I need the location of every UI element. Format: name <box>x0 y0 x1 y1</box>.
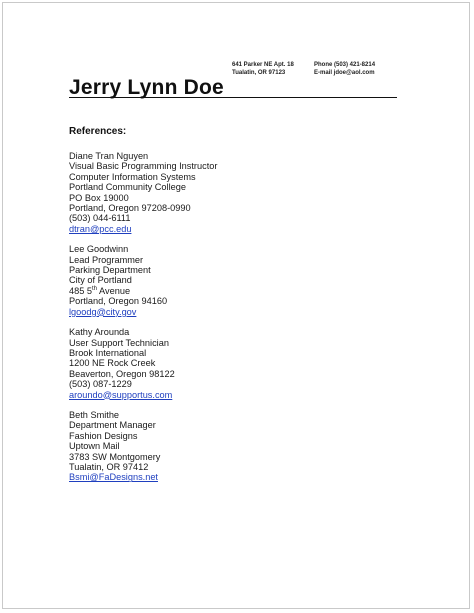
street-name: Avenue <box>97 285 131 296</box>
reference-city: Beaverton, Oregon 98122 <box>69 368 175 379</box>
reference-name: Lee Goodwinn <box>69 244 129 255</box>
reference-title: Visual Basic Programming Instructor <box>69 161 218 172</box>
reference-city: Portland, Oregon 97208-0990 <box>69 203 191 214</box>
reference-entry-1 <box>69 151 369 234</box>
reference-title: Lead Programmer <box>69 254 144 265</box>
references-list <box>69 151 369 493</box>
reference-name: Diane Tran Nguyen <box>69 151 149 161</box>
reference-title: Department Manager <box>69 420 156 431</box>
address-block <box>232 62 294 77</box>
reference-phone: (503) 044-6111 <box>69 213 131 224</box>
reference-location: Uptown Mail <box>69 441 120 452</box>
reference-name: Kathy Arounda <box>69 327 130 338</box>
reference-email-link[interactable]: dtran@pcc.edu <box>69 223 132 234</box>
reference-name: Beth Smithe <box>69 409 120 420</box>
reference-organization: Portland Community College <box>69 182 186 193</box>
reference-department: Parking Department <box>69 265 151 276</box>
reference-email-link[interactable]: lgoodg@city.gov <box>69 306 137 317</box>
reference-entry-4 <box>69 410 369 483</box>
reference-address: PO Box 19000 <box>69 192 129 203</box>
street-number: 485 5 <box>69 285 92 296</box>
reference-department: Computer Information Systems <box>69 171 196 182</box>
address-line-2: Tualatin, OR 97123 <box>232 69 286 76</box>
references-heading: References: <box>69 126 127 137</box>
applicant-name: Jerry Lynn Doe <box>69 76 224 99</box>
reference-entry-2 <box>69 244 369 317</box>
reference-organization: Brook International <box>69 347 147 358</box>
reference-email-link[interactable]: aroundo@supportus.com <box>69 389 173 400</box>
street-ordinal: th <box>92 285 98 292</box>
reference-city: Portland, Oregon 94160 <box>69 296 168 307</box>
contact-block <box>314 62 375 77</box>
reference-address: 3783 SW Montgomery <box>69 451 161 462</box>
phone-text: Phone (503) 421-8214 <box>314 62 376 68</box>
name-divider <box>69 97 397 98</box>
reference-address: 1200 NE Rock Creek <box>69 358 156 369</box>
reference-city: Tualatin, OR 97412 <box>69 461 149 472</box>
reference-title: User Support Technician <box>69 337 169 348</box>
reference-organization: Fashion Designs <box>69 430 138 441</box>
reference-organization: City of Portland <box>69 275 132 286</box>
email-text: E-mail jdoe@aol.com <box>314 69 375 76</box>
reference-address <box>69 286 369 296</box>
reference-email-link[interactable]: Bsmi@FaDesigns.net <box>69 472 158 483</box>
reference-phone: (503) 087-1229 <box>69 379 132 390</box>
address-line-1: 641 Parker NE Apt. 18 <box>232 62 294 68</box>
reference-entry-3 <box>69 327 369 400</box>
